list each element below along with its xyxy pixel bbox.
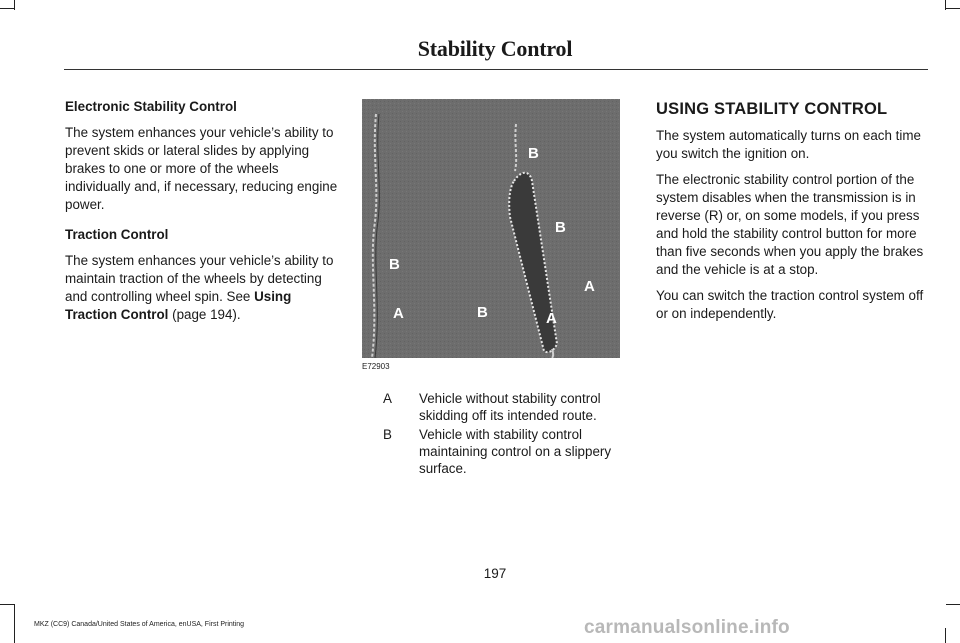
legend-key-b: B [383,427,392,442]
legend-row-a [383,390,623,426]
page-number: 197 [483,566,507,581]
footer-text: MKZ (CC9) Canada/United States of America, enUSA, First Printing [34,621,245,628]
figure-label-b-top: B [528,145,539,162]
crop-mark-bottom-left-v [14,604,15,643]
legend-key-a: A [383,391,392,406]
figure-label-a-right: A [584,278,595,295]
figure-code: E72903 [362,362,390,371]
figure-label-b-left: B [389,256,400,273]
right-para-3: You can switch the traction control system off or on independently. [656,288,924,321]
tc-body [65,252,341,324]
right-para-1: The system automatically turns on each time you switch the ignition on. [656,128,921,161]
figure-label-a-bottom: A [546,310,557,327]
crop-mark-top-right-h [946,8,960,9]
watermark[interactable]: carmanualsonline.info [584,617,790,638]
crop-mark-bottom-right-h [946,604,960,605]
legend-row-b [383,426,623,480]
esc-heading: Electronic Stability Control [65,99,237,114]
stability-figure [362,99,620,358]
tc-body-pre: The system enhances your vehicle’s ability to maintain traction of the wheels by detecting and controlling wheel spin. See [65,253,334,304]
tc-heading: Traction Control [65,227,169,242]
section-heading: USING STABILITY CONTROL [656,100,888,118]
esc-body: The system enhances your vehicle’s ability to prevent skids or lateral slides by applying brakes to one or more of the wheels individually and, if necessary, reducing engine power. [65,125,338,212]
tc-link[interactable]: Using Traction Control [65,289,292,322]
left-column [65,98,341,332]
legend-text-b: Vehicle with stability control maintaining control on a slippery surface. [419,427,612,476]
legend-text-a: Vehicle without stability control skidding off its intended route. [419,391,601,423]
page-title: Stability Control [417,36,573,61]
right-column [656,99,928,331]
crop-mark-bottom-left-h [0,604,14,605]
header-rule [64,69,928,70]
right-para-2: The electronic stability control portion of the system disables when the transmission is in reverse (R) or, on some models, if you press and hold the stability control button for more than five seconds when you apply the brakes and the vehicle is at a stop. [656,172,924,277]
figure-label-b-bottom: B [477,304,488,321]
crop-mark-bottom-right-v [945,628,946,643]
tc-body-post: (page 194). [168,307,241,322]
figure-label-a-left: A [393,305,404,322]
crop-mark-top-right-v [945,0,946,10]
figure-label-b-right: B [555,219,566,236]
crop-mark-top-left-h [0,8,14,9]
crop-mark-top-left-v [14,0,15,10]
